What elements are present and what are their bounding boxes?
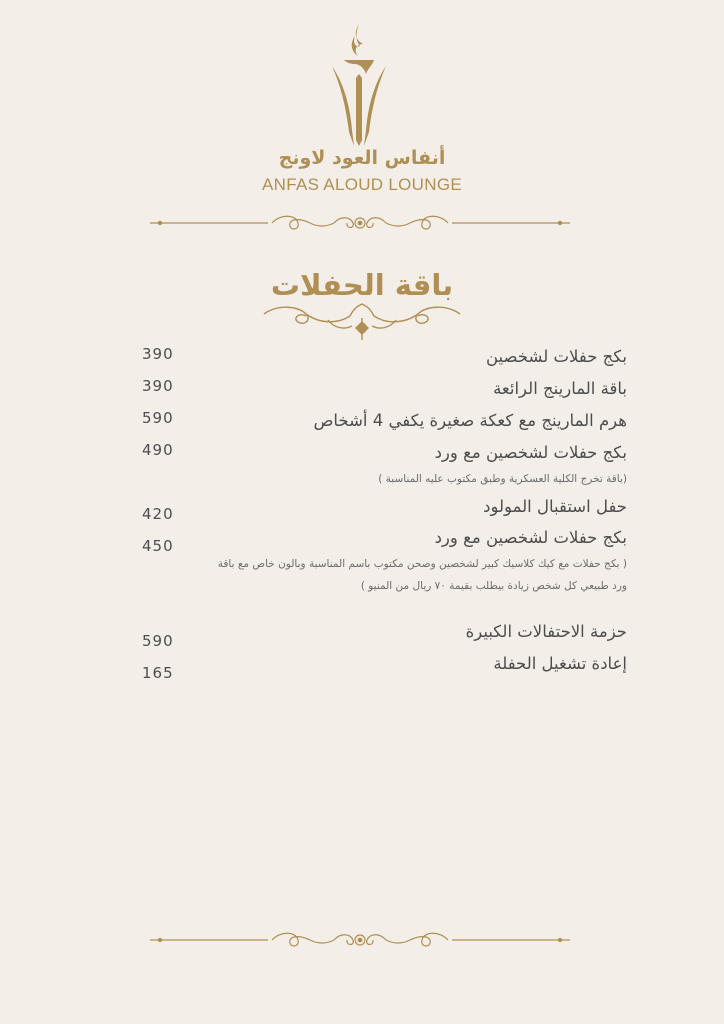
list-item-price: 165 xyxy=(142,664,174,682)
list-item-name: بكج حفلات لشخصين xyxy=(485,347,627,366)
brand-name-english: ANFAS ALOUD LOUNGE xyxy=(261,175,462,194)
list-item-note: ( بكج حفلات مع كيك كلاسيك كبير لشخصين وصحن مكتوب باسم المناسبة وبالون خاص مع باقة ورد طبيعي كل شخص زيادة بيطلب بقيمة ٧٠ ريال من المنيو ) xyxy=(217,558,627,592)
list-item-name: حفل استقبال المولود xyxy=(483,497,627,516)
list-item-note: (باقة تخرج الكلية العسكرية وطبق مكتوب عليه المناسبة ) xyxy=(378,473,627,485)
list-item-name: هرم المارينج مع كعكة صغيرة يكفي 4 أشخاص xyxy=(313,411,627,430)
list-item-name: بكج حفلات لشخصين مع ورد xyxy=(434,528,627,547)
list-item-name: باقة المارينج الرائعة xyxy=(493,379,627,398)
list-item-price: 490 xyxy=(142,441,174,459)
list-item-price: 590 xyxy=(142,409,174,427)
section-title: باقة الحفلات xyxy=(270,268,454,302)
list-item-price: 420 xyxy=(142,505,174,523)
list-item-price: 390 xyxy=(142,345,174,363)
list-item-name: حزمة الاحتفالات الكبيرة xyxy=(465,622,627,641)
list-item-name: إعادة تشغيل الحفلة xyxy=(493,654,627,673)
list-item-name: بكج حفلات لشخصين مع ورد xyxy=(434,443,627,462)
ornamental-divider xyxy=(150,928,570,952)
list-item-price: 450 xyxy=(142,537,174,555)
list-item-price: 390 xyxy=(142,377,174,395)
list-item-price: 590 xyxy=(142,632,174,650)
brand-name-arabic: أنفاس العود لاونج xyxy=(278,147,446,169)
